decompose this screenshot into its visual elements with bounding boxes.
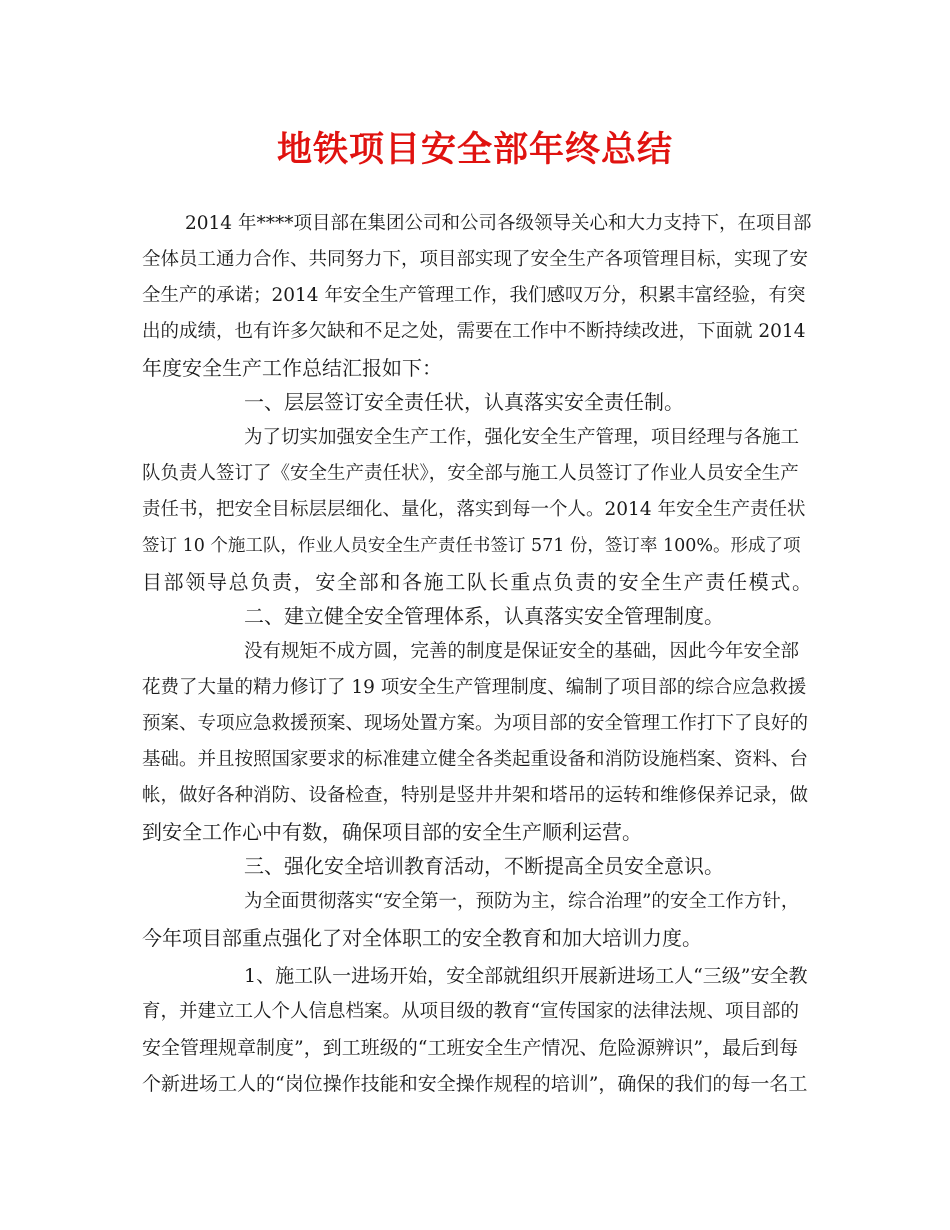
- section-heading: 二、建立健全安全管理体系，认真落实安全管理制度。: [244, 604, 724, 628]
- body-line: 个新进场工人的“岗位操作技能和安全操作规程的培训”，确保的我们的每一名工: [142, 1073, 808, 1095]
- body-line: 年度安全生产工作总结汇报如下：: [142, 356, 442, 380]
- body-line: 到安全工作心中有数，确保项目部的安全生产顺利运营。: [142, 820, 642, 844]
- body-line: 为全面贯彻落实“安全第一，预防为主，综合治理”的安全工作方针，: [244, 891, 800, 912]
- body-line: 没有规矩不成方圆，完善的制度是保证安全的基础，因此今年安全部: [244, 641, 800, 662]
- body-line: 帐，做好各种消防、设备检查，特别是竖井井架和塔吊的运转和维修保养记录，做: [142, 785, 809, 806]
- body-line: 目部领导总负责，安全部和各施工队长重点负责的安全生产责任模式。: [142, 570, 814, 594]
- section-heading: 三、强化安全培训教育活动，不断提高全员安全意识。: [244, 854, 724, 878]
- section-heading: 一、层层签订安全责任状，认真落实安全责任制。: [244, 390, 684, 414]
- body-line: 安全管理规章制度”，到工班级的“工班安全生产情况、危险源辨识”，最后到每: [142, 1037, 799, 1059]
- body-line: 今年项目部重点强化了对全体职工的安全教育和加大培训力度。: [142, 926, 702, 950]
- body-line: 全体员工通力合作、共同努力下，项目部实现了安全生产各项管理目标，实现了安: [142, 249, 809, 270]
- body-line: 全生产的承诺；2014 年安全生产管理工作，我们感叹万分，积累丰富经验，有突: [142, 285, 806, 306]
- body-line: 花费了大量的精力修订了 19 项安全生产管理制度、编制了项目部的综合应急救援: [142, 677, 807, 698]
- body-line: 2014 年****项目部在集团公司和公司各级领导关心和大力支持下，在项目部: [185, 213, 812, 234]
- document-title: 地铁项目安全部年终总结: [276, 129, 673, 170]
- body-line: 签订 10 个施工队，作业人员安全生产责任书签订 571 份，签订率 100%。形成了项: [142, 536, 801, 556]
- body-line: 1、施工队一进场开始，安全部就组织开展新进场工人“三级”安全教: [244, 965, 808, 987]
- body-line: 基础。并且按照国家要求的标准建立健全各类起重设备和消防设施档案、资料、台: [142, 749, 809, 770]
- body-line: 预案、专项应急救援预案、现场处置方案。为项目部的安全管理工作打下了良好的: [142, 713, 809, 734]
- body-line: 队负责人签订了《安全生产责任状》，安全部与施工人员签订了作业人员安全生产: [142, 463, 799, 484]
- body-line: 出的成绩，也有许多欠缺和不足之处，需要在工作中不断持续改进，下面就 2014: [142, 321, 806, 342]
- body-line: 育，并建立工人个人信息档案。从项目级的教育“宣传国家的法律法规、项目部的: [142, 1001, 799, 1022]
- body-line: 为了切实加强安全生产工作，强化安全生产管理，项目经理与各施工: [244, 427, 800, 448]
- body-line: 责任书，把安全目标层层细化、量化，落实到每一个人。2014 年安全生产责任状: [142, 499, 806, 520]
